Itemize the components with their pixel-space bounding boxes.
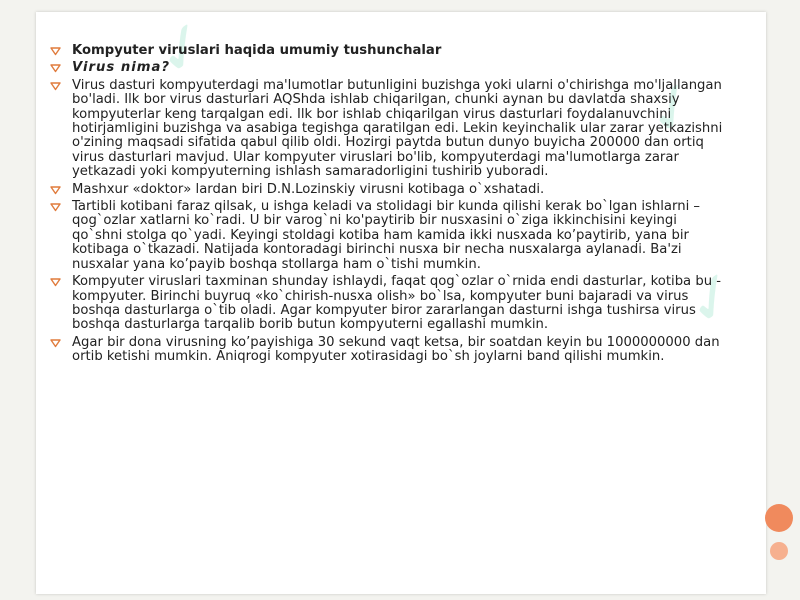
bullet-item (48, 200, 728, 272)
bullet-text: Mashxur «doktor» lardan biri D.N.Lozinskiy virusni kotibaga o`xshatadi. (72, 181, 545, 197)
bullet-item (48, 183, 728, 197)
bullet-item (48, 79, 728, 180)
watermark-logo: ✓ (631, 63, 715, 155)
bullet-item (48, 44, 728, 58)
decorative-circle (765, 504, 793, 532)
bullet-text: Agar bir dona virusning ko’payishiga 30 sekund vaqt ketsa, bir soatdan keyin bu 1000000000 dan ortib ketishi mumkin. Aniqrogi kompyuter xotirasidagi bo`sh joylarni band qilishi mumkin. (72, 334, 720, 365)
bullet-text: Kompyuter viruslari taxminan shunday ishlaydi, faqat qog`ozlar o`rnida endi dasturlar, kotiba bu - kompyuter. Birinchi buyruq «ko`chirish-nusxa olish» bo`lsa, kompyuter buni bajaradi va virus boshqa dasturlarga o`tib oladi. Agar kompyuter biror zararlangan dasturni ishga tushirsa virus boshqa dasturlarga tarqalib borib butun kompyuterni egallashi mumkin. (72, 274, 722, 333)
bullet-list (48, 44, 728, 368)
bullet-arrow-icon (50, 278, 61, 287)
bullet-text: Virus nima? (72, 60, 171, 76)
bullet-arrow-icon (50, 339, 61, 348)
bullet-arrow-icon (50, 186, 61, 195)
bullet-item (48, 336, 728, 365)
decorative-circle (770, 542, 788, 560)
watermark-logo: ✓ (141, 3, 225, 95)
bullet-arrow-icon (50, 47, 61, 56)
bullet-arrow-icon (50, 82, 61, 91)
bullet-text: Virus dasturi kompyuterdagi ma'lumotlar butunligini buzishga yoki ularni o'chirishga mo'ljallangan bo'ladi. Ilk bor virus dasturlari AQShda ishlab chiqarilgan, chunki aynan bu davlatda shaxsiy kompyuterlar keng tarqalgan edi. Ilk bor ishlab chiqarilgan virus dasturlari foydalanuvchini hotirjamligini buzishga va asabiga tegishga qaratilgan edi. Lekin keyinchalik ular zarar yetkazishni o'zining maqsadi sifatida qabul qilib oldi. Hozirgi paytda butun dunyo buyicha 200000 dan ortiq virus dasturlari mavjud. Ular kompyuter viruslari bo'lib, kompyuterdagi ma'lumotlarga zarar yetkazadi yoki kompyuterning ishlash samaradorligini tushirib yuboradi. (72, 77, 723, 180)
bullet-arrow-icon (50, 203, 61, 212)
bullet-item (48, 61, 728, 75)
watermark-logo: ✓ (671, 253, 755, 345)
bullet-text: Tartibli kotibani faraz qilsak, u ishga keladi va stolidagi bir kunda qilishi kerak bo`lgan ishlarni – qog`ozlar xatlarni ko`radi. U bir varog`ni ko'paytirib bir nusxasini o`ziga ikkinchisini keyingi qo`shni stolga qo`yadi. Keyingi stoldagi kotiba ham kamida ikki nusxada ko’paytirib, yana bir kotibaga o`tkazadi. Natijada kontoradagi birinchi nusxa bir necha nusxalarga aylanadi. Ba'zi nusxalar yana ko’payib boshqa stollarga ham o`tishi mumkin. (72, 199, 701, 272)
bullet-arrow-icon (50, 64, 61, 73)
bullet-text: Kompyuter viruslari haqida umumiy tushunchalar (72, 43, 442, 58)
bullet-item (48, 275, 728, 333)
